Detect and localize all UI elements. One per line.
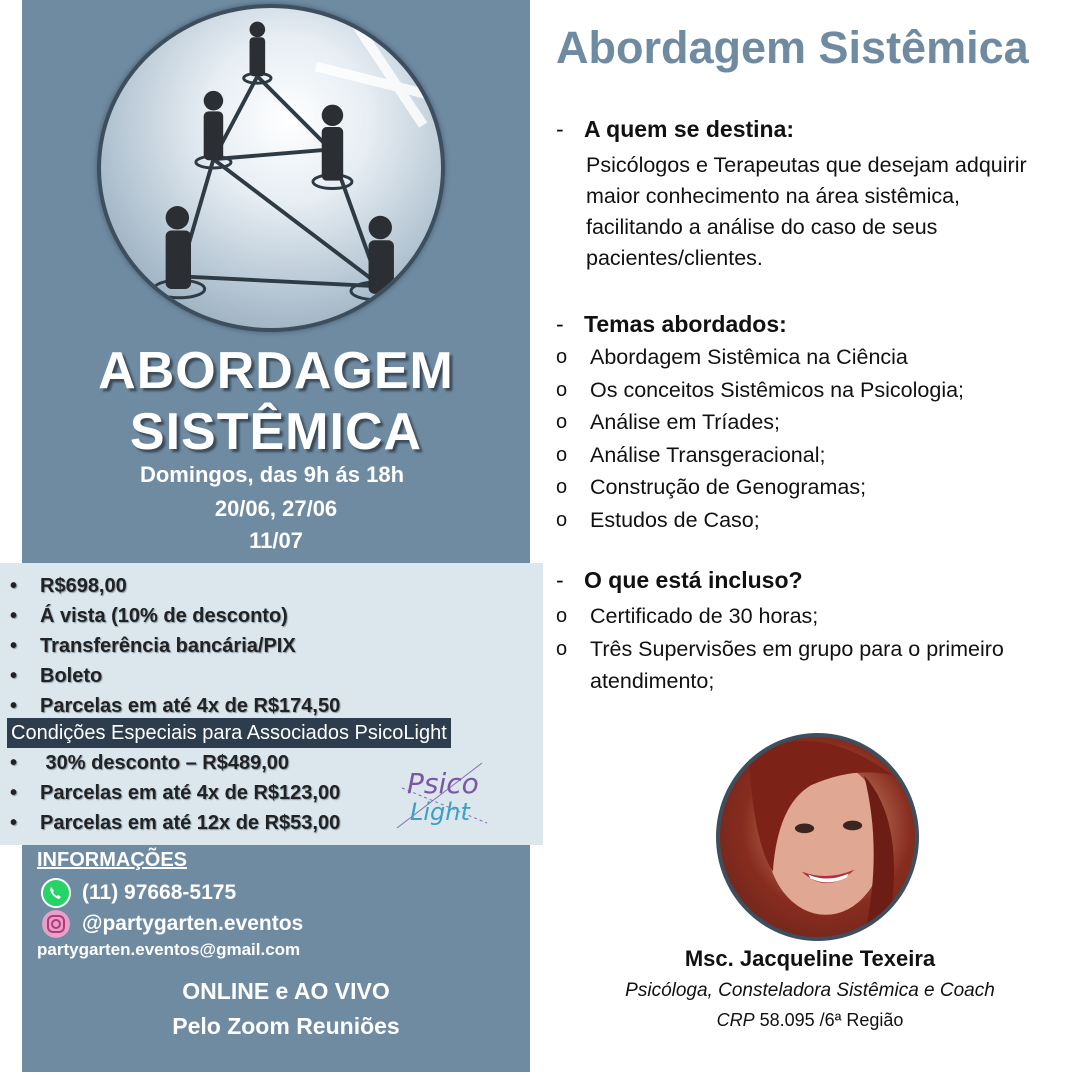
email-address[interactable]: partygarten.eventos@gmail.com — [37, 940, 301, 959]
list-item: o Os conceitos Sistêmicos na Psicologia; — [556, 377, 965, 402]
instructor-role: Psicóloga, Consteladora Sistêmica e Coach — [625, 980, 995, 1001]
list-item: o Abordagem Sistêmica na Ciência — [556, 345, 908, 369]
instagram-handle[interactable]: @partygarten.eventos — [82, 912, 304, 935]
schedule-dates: 20/06, 27/06 — [214, 496, 338, 521]
included-list — [556, 600, 1056, 698]
instructor-name: Msc. Jacqueline Texeira — [684, 946, 936, 971]
phone-row — [40, 877, 236, 909]
special-price-list — [10, 748, 340, 838]
special-conditions-label: Condições Especiais para Associados PsicoLight — [7, 718, 451, 748]
online-line2: Pelo Zoom Reuniões — [172, 1013, 400, 1039]
section-topics-heading: - Temas abordados: — [556, 311, 787, 337]
network-people-image — [97, 4, 445, 332]
instagram-row — [40, 908, 303, 940]
info-heading: INFORMAÇÕES — [37, 849, 187, 871]
list-item: o Certificado de 30 horas; — [556, 604, 819, 628]
instructor-crp: CRP 58.095 /6ª Região — [716, 1010, 904, 1030]
main-title-line2: SISTÊMICA — [129, 403, 423, 461]
list-item: o Estudos de Caso; — [556, 507, 760, 532]
special-price-item: • Parcelas em até 4x de R$123,00 — [10, 782, 341, 804]
schedule-dates-2: 11/07 — [249, 528, 303, 553]
section-audience-heading: - A quem se destina: — [556, 116, 795, 142]
logo-text-psico: Psico — [407, 767, 479, 800]
instructor-photo — [716, 733, 919, 941]
section-audience-text: Psicólogos e Terapeutas que desejam adquirir maior conhecimento na área sistêmica, facilitando a análise do caso de seus pacientes/clientes. — [586, 153, 1027, 270]
topics-list — [556, 341, 964, 536]
price-item: • Transferência bancária/PIX — [10, 635, 296, 657]
list-item: o Análise em Tríades; — [556, 410, 781, 434]
section-included-heading: - O que está incluso? — [556, 567, 803, 593]
main-title-line1: ABORDAGEM — [98, 342, 454, 400]
list-item: o Construção de Genogramas; — [556, 475, 867, 499]
list-item: o Análise Transgeracional; — [556, 442, 826, 467]
whatsapp-icon — [40, 877, 72, 909]
price-item: • Boleto — [10, 665, 103, 687]
price-item: • R$698,00 — [10, 575, 127, 597]
right-title: Abordagem Sistêmica — [556, 22, 1029, 73]
logo-text-light: Light — [410, 798, 470, 826]
special-price-item: • 30% desconto – R$489,00 — [10, 752, 290, 774]
online-line1: ONLINE e AO VIVO — [182, 978, 390, 1004]
price-item: • Á vista (10% de desconto) — [10, 605, 288, 627]
phone-number[interactable]: (11) 97668-5175 — [82, 881, 237, 904]
price-item: • Parcelas em até 4x de R$174,50 — [10, 695, 341, 717]
special-price-item: • Parcelas em até 12x de R$53,00 — [10, 812, 341, 834]
schedule-days: Domingos, das 9h ás 18h — [139, 462, 405, 487]
list-item: o Três Supervisões em grupo para o primeiro atendimento; — [556, 636, 1004, 693]
instagram-icon — [40, 908, 72, 940]
psicolight-logo — [392, 758, 492, 838]
price-list — [10, 571, 340, 721]
